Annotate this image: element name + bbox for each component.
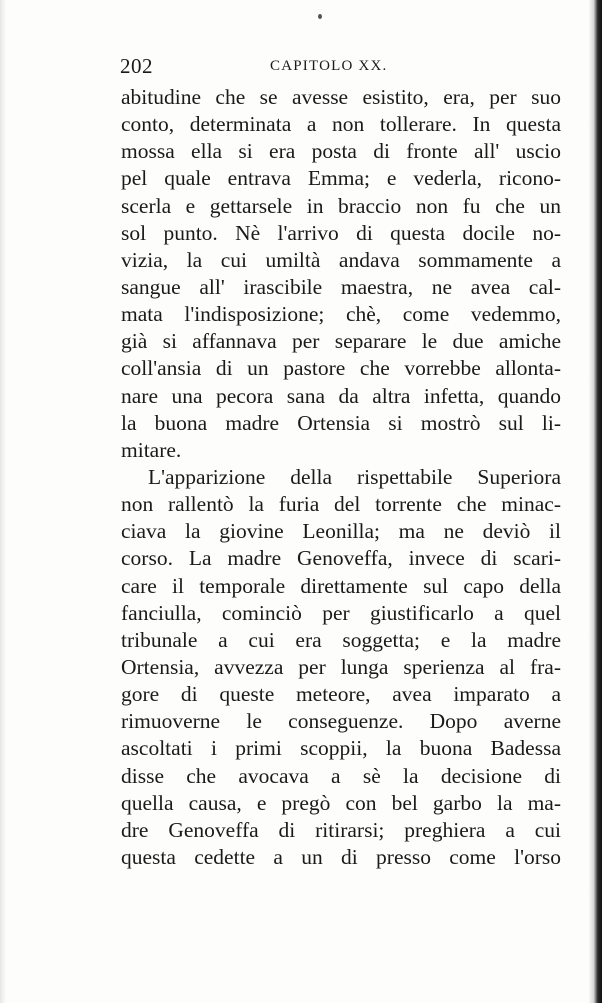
running-head: CAPITOLO XX. — [270, 58, 388, 74]
ink-speck — [318, 14, 322, 19]
text-line: ascoltati i primi scoppii, la buona Badessa — [121, 736, 561, 761]
text-line: scerla e gettarsele in braccio non fu che un — [121, 193, 561, 218]
page-binding-shadow — [588, 0, 602, 1003]
text-line: quella causa, e pregò con bel garbo la ma- — [121, 790, 561, 815]
text-line: corso. La madre Genoveffa, invece di scari- — [121, 546, 561, 571]
text-line: abitudine che se avesse esistito, era, per suo — [121, 85, 561, 109]
page-header — [120, 54, 420, 78]
text-line: dre Genoveffa di ritirarsi; preghiera a cui — [121, 817, 561, 842]
paragraph-end-line: mitare. — [121, 437, 182, 462]
text-line: rimuoverne le conseguenze. Dopo averne — [121, 709, 561, 734]
text-line: coll'ansia di un pastore che vorrebbe allonta- — [121, 356, 561, 381]
text-line: mata l'indisposizione; chè, come vedemmo, — [121, 302, 561, 327]
text-line: care il temporale direttamente sul capo della — [121, 573, 561, 598]
text-line: nare una pecora sana da altra infetta, quando — [121, 383, 561, 408]
text-line: mossa ella si era posta di fronte all' uscio — [121, 139, 561, 164]
body-text — [121, 84, 561, 871]
page-left-edge — [0, 0, 6, 1003]
text-line: gore di queste meteore, avea imparato a — [121, 682, 561, 707]
paragraph-start-line: L'apparizione della rispettabile Superiora — [148, 464, 561, 489]
text-line: disse che avocava a sè la decisione di — [121, 763, 561, 788]
text-line: la buona madre Ortensia si mostrò sul li- — [121, 410, 561, 435]
text-line: Ortensia, avvezza per lunga sperienza al fra- — [121, 654, 561, 679]
page-number: 202 — [120, 54, 153, 78]
text-line: pel quale entrava Emma; e vederla, ricono- — [121, 166, 561, 191]
text-line: già si affannava per separare le due amiche — [121, 329, 561, 354]
text-line: ciava la giovine Leonilla; ma ne deviò il — [121, 519, 561, 544]
text-line: vizia, la cui umiltà andava sommamente a — [121, 247, 561, 272]
text-line: conto, determinata a non tollerare. In questa — [121, 112, 561, 137]
text-line: fanciulla, cominciò per giustificarlo a quel — [121, 600, 561, 625]
text-line: sol punto. Nè l'arrivo di questa docile no- — [121, 220, 561, 245]
text-line: sangue all' irascibile maestra, ne avea cal- — [121, 274, 561, 299]
text-line: questa cedette a un di presso come l'orso — [121, 844, 561, 869]
text-line: tribunale a cui era soggetta; e la madre — [121, 627, 561, 652]
text-line: non rallentò la furia del torrente che minac- — [121, 492, 561, 517]
